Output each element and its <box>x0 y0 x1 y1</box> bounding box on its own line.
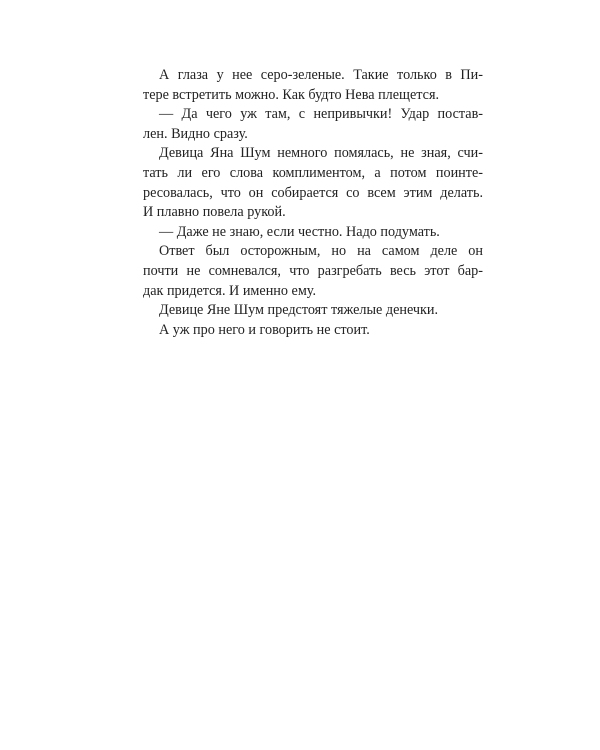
text-line: ресовалась, что он собирается со всем этим делать. <box>143 184 483 201</box>
text-line: — Даже не знаю, если честно. Надо подумать. <box>159 223 440 240</box>
text-line: Ответ был осторожным, но на самом деле он <box>159 243 483 260</box>
text-line: Девица Яна Шум немного помялась, не зная, счи- <box>159 145 483 162</box>
text-line: И плавно повела рукой. <box>143 204 286 221</box>
text-line: почти не сомневался, что разгребать весь этот бар- <box>143 262 483 279</box>
text-line: тать ли его слова комплиментом, а потом поинте- <box>143 164 483 181</box>
text-line: А глаза у нее серо-зеленые. Такие только в Пи- <box>159 67 483 83</box>
text-line: дак придется. И именно ему. <box>143 282 317 299</box>
text-line: Девице Яне Шум предстоят тяжелые денечки. <box>159 302 439 319</box>
body-text <box>143 66 483 340</box>
text-line: лен. Видно сразу. <box>143 125 248 142</box>
text-line: — Да чего уж там, с непривычки! Удар постав- <box>159 106 483 123</box>
text-line: тере встретить можно. Как будто Нева плещется. <box>143 86 440 103</box>
text-line: А уж про него и говорить не стоит. <box>159 321 370 338</box>
